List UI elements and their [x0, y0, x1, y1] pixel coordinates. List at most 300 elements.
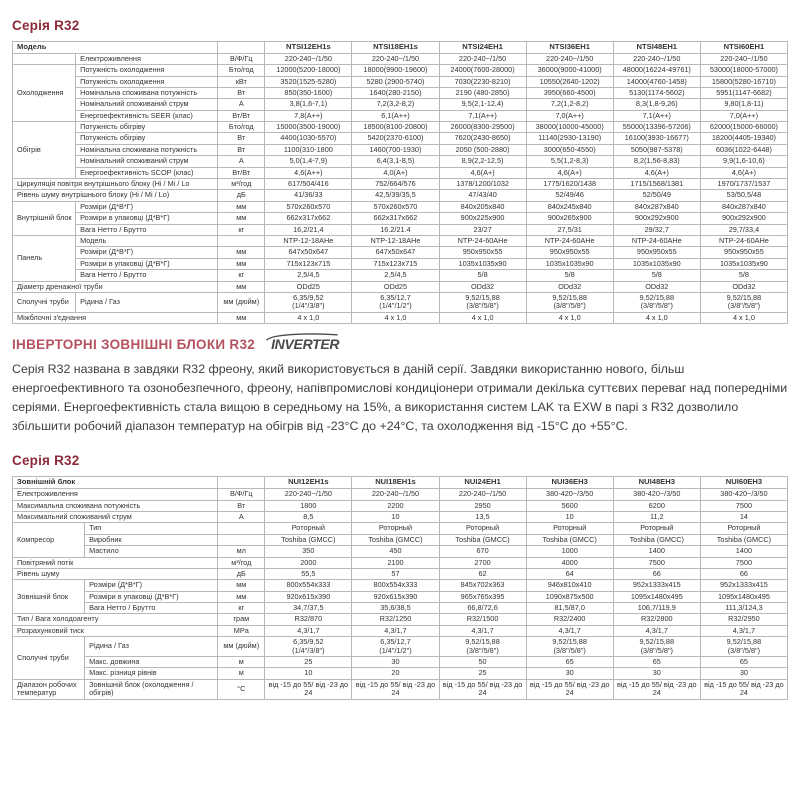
- table-cell: 7,0(A++): [526, 110, 613, 121]
- table-cell: 4 х 1,0: [526, 312, 613, 323]
- indoor-row-label-2: Потужність охолодження: [76, 65, 218, 76]
- table-row: [13, 657, 788, 668]
- table-cell: 9,52/15,88 (3/8"/5/8"): [526, 637, 613, 657]
- table-cell: 3000(650-4550): [526, 144, 613, 155]
- table-cell: 14: [700, 511, 787, 522]
- table-cell: 9,52/15,88 (3/8"/5/8"): [700, 292, 787, 312]
- indoor-row-unit-16: кг: [218, 224, 265, 235]
- table-cell: 15000(3500-19000): [265, 122, 352, 133]
- indoor-row-label-19: Розміри в упаковці (Д*В*Г): [76, 258, 218, 269]
- indoor-row-label-13: Рівень шуму внутрішнього блоку (Hi / Mi / Lo): [13, 190, 218, 201]
- table-cell: 570x260x570: [352, 201, 439, 212]
- bottom-table-wrapper: [0, 474, 800, 699]
- table-cell: 55000(13396-57206): [613, 122, 700, 133]
- table-cell: 2200: [352, 500, 439, 511]
- table-row: [13, 190, 788, 201]
- table-cell: 950x950x55: [700, 247, 787, 258]
- indoor-row-unit-9: Вт: [218, 144, 265, 155]
- table-cell: 900x265x900: [526, 213, 613, 224]
- table-row: [13, 523, 788, 534]
- table-row: [13, 213, 788, 224]
- table-cell: 1800: [265, 500, 352, 511]
- indoor-row-label-11: Енергоефективність SCOP (клас): [76, 167, 218, 178]
- indoor-row-unit-11: Вт/Вт: [218, 167, 265, 178]
- table-cell: 4,6(A++): [265, 167, 352, 178]
- table-cell: 4,0(A+): [352, 167, 439, 178]
- table-cell: 220-240~/1/50: [352, 489, 439, 500]
- table-cell: 7,2(1,2-8,2): [526, 99, 613, 110]
- table-cell: 24000(7600-28000): [439, 65, 526, 76]
- table-cell: Toshiba (GMCC): [352, 534, 439, 545]
- table-cell: 8,5: [265, 511, 352, 522]
- table-cell: 8,3(1,8-9,26): [613, 99, 700, 110]
- table-row: [13, 247, 788, 258]
- indoor-model-header-6: NTSI60EH1: [700, 42, 787, 54]
- table-cell: R32/1500: [439, 614, 526, 625]
- table-cell: 4,6(A+): [700, 167, 787, 178]
- table-row: [13, 668, 788, 679]
- table-cell: 4 х 1,0: [613, 312, 700, 323]
- table-cell: 2190 (480-2850): [439, 87, 526, 98]
- indoor-header-unit: [218, 42, 265, 54]
- outdoor-row-unit-10: мм: [218, 591, 265, 602]
- indoor-row-unit-10: А: [218, 156, 265, 167]
- outdoor-row-unit-15: м: [218, 657, 265, 668]
- outdoor-row-label-9: Розміри (Д*В*Г): [85, 580, 218, 591]
- table-row: [13, 87, 788, 98]
- table-cell: 9,52/15,88 (3/8"/5/8"): [439, 292, 526, 312]
- outdoor-model-header-2: NUI18EH1s: [352, 477, 439, 489]
- table-cell: Роторный: [439, 523, 526, 534]
- outdoor-row-label-2: Максимальна споживана потужність: [13, 500, 218, 511]
- indoor-header-row: [13, 42, 788, 54]
- table-cell: 380-420~/3/50: [613, 489, 700, 500]
- table-cell: 920x615x390: [265, 591, 352, 602]
- table-cell: від -15 до 55/ від -23 до 24: [526, 679, 613, 699]
- bottom-table-body: [13, 477, 788, 699]
- table-cell: ODd32: [613, 281, 700, 292]
- outdoor-row-label-6: Мастило: [85, 546, 218, 557]
- table-cell: ODd25: [265, 281, 352, 292]
- outdoor-row-label-3: Максимальний споживаний струм: [13, 511, 218, 522]
- indoor-row-label-17: Модель: [76, 235, 218, 246]
- outdoor-row-label-13: Розрахунковий тиск: [13, 625, 218, 636]
- table-cell: 220-240~/1/50: [439, 53, 526, 64]
- table-row: [13, 99, 788, 110]
- table-cell: 7,8(A++): [265, 110, 352, 121]
- indoor-row-group-17: Панель: [13, 235, 76, 281]
- table-row: [13, 679, 788, 699]
- table-cell: 16,2/21,4: [265, 224, 352, 235]
- table-cell: 62: [439, 568, 526, 579]
- table-row: [13, 546, 788, 557]
- table-cell: 946x810x410: [526, 580, 613, 591]
- outdoor-model-header-4: NUI36EH3: [526, 477, 613, 489]
- table-cell: 7,1(A++): [613, 110, 700, 121]
- table-cell: 965x765x395: [439, 591, 526, 602]
- table-cell: 10: [526, 511, 613, 522]
- top-series-title: Серія R32: [12, 18, 80, 33]
- table-cell: 41/36/33: [265, 190, 352, 201]
- table-cell: 12000(5200-18000): [265, 65, 352, 76]
- table-cell: 25: [439, 668, 526, 679]
- outdoor-row-label-14: Рідина / Газ: [85, 637, 218, 657]
- table-cell: Toshiba (GMCC): [439, 534, 526, 545]
- table-cell: 38000(10000-45000): [526, 122, 613, 133]
- table-cell: 5420(2370-6100): [352, 133, 439, 144]
- table-cell: 57: [352, 568, 439, 579]
- table-cell: 5050(987-5378): [613, 144, 700, 155]
- outdoor-row-unit-9: мм: [218, 580, 265, 591]
- table-cell: 66: [613, 568, 700, 579]
- table-row: [13, 235, 788, 246]
- table-cell: Toshiba (GMCC): [265, 534, 352, 545]
- table-cell: 1035x1035x90: [613, 258, 700, 269]
- table-cell: 647x50x647: [352, 247, 439, 258]
- table-cell: 715x123x715: [352, 258, 439, 269]
- table-cell: 752/664/576: [352, 179, 439, 190]
- indoor-model-header-5: NTSI48EH1: [613, 42, 700, 54]
- table-cell: R32/2950: [700, 614, 787, 625]
- table-cell: 29,7/33,4: [700, 224, 787, 235]
- table-cell: 1775/1620/1438: [526, 179, 613, 190]
- table-cell: 7030(2230-8210): [439, 76, 526, 87]
- table-cell: 5/8: [439, 270, 526, 281]
- table-cell: 50: [439, 657, 526, 668]
- table-cell: 7500: [700, 557, 787, 568]
- inverter-heading-row: [0, 324, 800, 356]
- table-cell: 111,3/124,3: [700, 603, 787, 614]
- table-cell: 2000: [265, 557, 352, 568]
- indoor-row-label-6: Енергоефективність SEER (клас): [76, 110, 218, 121]
- table-row: [13, 65, 788, 76]
- outdoor-row-unit-8: дБ: [218, 568, 265, 579]
- table-cell: 29/32,7: [613, 224, 700, 235]
- table-cell: 950x950x55: [613, 247, 700, 258]
- table-cell: 25: [265, 657, 352, 668]
- table-cell: 7500: [613, 557, 700, 568]
- table-cell: Роторный: [265, 523, 352, 534]
- table-cell: 11140(2930-13190): [526, 133, 613, 144]
- indoor-row-label-8: Потужність обігріву: [76, 133, 218, 144]
- table-cell: Toshiba (GMCC): [613, 534, 700, 545]
- table-cell: 2100: [352, 557, 439, 568]
- table-cell: від -15 до 55/ від -23 до 24: [439, 679, 526, 699]
- table-cell: 10: [265, 668, 352, 679]
- table-row: [13, 76, 788, 87]
- table-cell: 30: [352, 657, 439, 668]
- table-cell: 3,8(1,6-7,1): [265, 99, 352, 110]
- table-cell: 9,80(1,8-11): [700, 99, 787, 110]
- outdoor-model-header-6: NUI60EH3: [700, 477, 787, 489]
- indoor-row-label-4: Номінальна споживана потужність: [76, 87, 218, 98]
- inverter-logo-text: INVERTER: [271, 336, 340, 353]
- table-cell: 4,3/1,7: [265, 625, 352, 636]
- table-cell: 16100(3930-16677): [613, 133, 700, 144]
- table-cell: 34,7/37,5: [265, 603, 352, 614]
- table-cell: 55,5: [265, 568, 352, 579]
- table-cell: 18000(9900-19600): [352, 65, 439, 76]
- inverter-heading: ІНВЕРТОРНІ ЗОВНІШНІ БЛОКИ R32: [12, 336, 256, 352]
- table-cell: NTP-24-60AHe: [439, 235, 526, 246]
- indoor-row-label-23: Міжблочні з'єднання: [13, 312, 218, 323]
- table-cell: 220-240~/1/50: [700, 53, 787, 64]
- table-cell: 2700: [439, 557, 526, 568]
- indoor-row-unit-20: кг: [218, 270, 265, 281]
- table-cell: 5130(1174-5602): [613, 87, 700, 98]
- table-cell: 81,5/87,0: [526, 603, 613, 614]
- table-cell: 950x950x55: [526, 247, 613, 258]
- inverter-description: Серія R32 названа в завдяки R32 фреону, який використовується в даній серії. Завдяки використанню нового, більш енергоефективного та озонобезпечного, фреону, напівпромислові кондиціонери отримали декілька суттєвих переваг над попередніми серіями. Енергоефективність стала вищою в середньому на 15%, а використання систем LAK та EXW в парі з R32 дозволило збільшити робочий діапазон температур на обігрів від -23°C до +24°C, та охолодження від -15°C до +55°C.: [12, 362, 788, 433]
- table-cell: 3950(660-4500): [526, 87, 613, 98]
- table-cell: 845x702x363: [439, 580, 526, 591]
- table-cell: 220-240~/1/50: [265, 489, 352, 500]
- table-cell: NTP-12-18AHe: [265, 235, 352, 246]
- table-row: [13, 270, 788, 281]
- table-row: [13, 292, 788, 312]
- table-cell: 52/49/46: [526, 190, 613, 201]
- table-cell: 952x1333x415: [613, 580, 700, 591]
- table-row: [13, 110, 788, 121]
- table-row: [13, 580, 788, 591]
- table-cell: 5280 (2900-5740): [352, 76, 439, 87]
- indoor-model-header-4: NTSI36EH1: [526, 42, 613, 54]
- outdoor-header-unit: [218, 477, 265, 489]
- indoor-row-unit-14: мм: [218, 201, 265, 212]
- outdoor-model-header-3: NUI24EH1: [439, 477, 526, 489]
- table-cell: R32/1250: [352, 614, 439, 625]
- table-cell: від -15 до 55/ від -23 до 24: [352, 679, 439, 699]
- table-cell: від -15 до 55/ від -23 до 24: [265, 679, 352, 699]
- table-cell: 66,8/72,6: [439, 603, 526, 614]
- table-cell: 920x615x390: [352, 591, 439, 602]
- table-cell: 1090x875x500: [526, 591, 613, 602]
- indoor-row-unit-17: [218, 235, 265, 246]
- indoor-row-label-20: Вага Нетто / Брутто: [76, 270, 218, 281]
- outdoor-row-label-7: Повітряний потік: [13, 557, 218, 568]
- table-cell: 5,0(1,4-7,9): [265, 156, 352, 167]
- table-cell: 106,7/119,9: [613, 603, 700, 614]
- indoor-row-group-2: Охолодження: [13, 65, 76, 122]
- indoor-row-unit-3: кВт: [218, 76, 265, 87]
- table-cell: 950x950x55: [439, 247, 526, 258]
- indoor-row-group-1: [13, 53, 76, 64]
- table-cell: 10550(2640-1202): [526, 76, 613, 87]
- table-cell: 36000(9000-41000): [526, 65, 613, 76]
- table-cell: 7,1(A++): [439, 110, 526, 121]
- table-cell: 4 х 1,0: [700, 312, 787, 323]
- indoor-row-label-10: Номінальний споживаний струм: [76, 156, 218, 167]
- table-cell: 220-240~/1/50: [613, 53, 700, 64]
- table-cell: 3520(1525-5280): [265, 76, 352, 87]
- table-cell: 4,6(A+): [526, 167, 613, 178]
- table-cell: 1460(700-1930): [352, 144, 439, 155]
- outdoor-row-unit-13: MPa: [218, 625, 265, 636]
- outdoor-row-label-12: Тип / Вага холодоагенту: [13, 614, 218, 625]
- table-cell: 952x1333x415: [700, 580, 787, 591]
- table-cell: Роторный: [352, 523, 439, 534]
- table-cell: 26000(8300-29500): [439, 122, 526, 133]
- table-cell: 30: [613, 668, 700, 679]
- table-cell: 5,5(1,2-8,3): [526, 156, 613, 167]
- outdoor-header-label: Зовнішній блок: [13, 477, 218, 489]
- table-row: [13, 201, 788, 212]
- table-cell: 1970/1737/1537: [700, 179, 787, 190]
- table-cell: 2,5/4,5: [352, 270, 439, 281]
- table-cell: 9,5(2,1-12,4): [439, 99, 526, 110]
- indoor-row-label-3: Потужність охолодження: [76, 76, 218, 87]
- table-cell: 7,0(A++): [700, 110, 787, 121]
- table-cell: 380-420~/3/50: [700, 489, 787, 500]
- table-cell: 6,35/12,7 (1/4"/1/2"): [352, 292, 439, 312]
- table-cell: 840x287x840: [700, 201, 787, 212]
- table-cell: 4 х 1,0: [439, 312, 526, 323]
- indoor-unit-spec-table: [12, 41, 788, 324]
- table-row: [13, 179, 788, 190]
- table-cell: 6200: [613, 500, 700, 511]
- table-cell: 15800(5280-16710): [700, 76, 787, 87]
- indoor-row-label-15: Розміри в упаковці (Д*В*Г): [76, 213, 218, 224]
- table-cell: 840x205x840: [439, 201, 526, 212]
- table-cell: 450: [352, 546, 439, 557]
- indoor-header-label: Модель: [13, 42, 218, 54]
- table-cell: 4 х 1,0: [352, 312, 439, 323]
- table-cell: 47/43/40: [439, 190, 526, 201]
- table-cell: 53/50,5/48: [700, 190, 787, 201]
- table-cell: 4,3/1,7: [439, 625, 526, 636]
- indoor-row-unit-19: мм: [218, 258, 265, 269]
- indoor-row-unit-21: мм: [218, 281, 265, 292]
- table-cell: 1095x1480x495: [613, 591, 700, 602]
- outdoor-row-group-14: Сполучні труби: [13, 637, 85, 680]
- table-cell: 53000(18000-57000): [700, 65, 787, 76]
- table-cell: Роторный: [613, 523, 700, 534]
- indoor-row-label-1: Електроживлення: [76, 53, 218, 64]
- indoor-row-unit-1: В/Ф/Гц: [218, 53, 265, 64]
- table-cell: 220-240~/1/50: [265, 53, 352, 64]
- indoor-row-unit-7: Бто/год: [218, 122, 265, 133]
- table-row: [13, 258, 788, 269]
- table-cell: 220-240~/1/50: [352, 53, 439, 64]
- table-row: [13, 591, 788, 602]
- table-cell: 1000: [526, 546, 613, 557]
- table-row: [13, 625, 788, 636]
- indoor-row-unit-23: мм: [218, 312, 265, 323]
- indoor-row-unit-15: мм: [218, 213, 265, 224]
- outdoor-row-unit-17: °C: [218, 679, 265, 699]
- indoor-row-label-14: Розміри (Д*В*Г): [76, 201, 218, 212]
- outdoor-row-unit-5: [218, 534, 265, 545]
- indoor-row-group-14: Внутрішній блок: [13, 201, 76, 235]
- table-cell: 66: [700, 568, 787, 579]
- table-cell: 570x260x570: [265, 201, 352, 212]
- table-cell: 1035x1035x90: [439, 258, 526, 269]
- table-cell: 715x123x715: [265, 258, 352, 269]
- inverter-logo: [265, 336, 339, 352]
- outdoor-row-unit-14: мм (дюйм): [218, 637, 265, 657]
- table-cell: 1400: [613, 546, 700, 557]
- table-cell: від -15 до 55/ від -23 до 24: [613, 679, 700, 699]
- table-cell: 647x50x647: [265, 247, 352, 258]
- table-cell: ODd32: [700, 281, 787, 292]
- table-cell: 800x554x333: [352, 580, 439, 591]
- outdoor-row-unit-6: мл: [218, 546, 265, 557]
- table-row: [13, 156, 788, 167]
- table-row: [13, 637, 788, 657]
- table-row: [13, 133, 788, 144]
- table-cell: 64: [526, 568, 613, 579]
- table-cell: R32/2400: [526, 614, 613, 625]
- table-row: [13, 557, 788, 568]
- table-cell: 11,2: [613, 511, 700, 522]
- indoor-row-unit-18: мм: [218, 247, 265, 258]
- indoor-row-label-7: Потужність обігріву: [76, 122, 218, 133]
- indoor-model-header-2: NTSI18EH1s: [352, 42, 439, 54]
- outdoor-row-label-8: Рівень шуму: [13, 568, 218, 579]
- table-cell: 2950: [439, 500, 526, 511]
- indoor-row-label-22: Рідина / Газ: [76, 292, 218, 312]
- outdoor-row-unit-7: м³/год: [218, 557, 265, 568]
- table-row: [13, 122, 788, 133]
- indoor-row-label-9: Номінальна споживана потужність: [76, 144, 218, 155]
- table-row: [13, 281, 788, 292]
- table-cell: 2050 (500-2880): [439, 144, 526, 155]
- table-cell: 5/8: [526, 270, 613, 281]
- outdoor-model-header-5: NUI48EH3: [613, 477, 700, 489]
- table-cell: 6,35/9,52 (1/4"/3/8"): [265, 637, 352, 657]
- top-table-wrapper: [0, 39, 800, 324]
- outdoor-row-label-5: Виробник: [85, 534, 218, 545]
- table-cell: 52/50/49: [613, 190, 700, 201]
- table-cell: Роторный: [700, 523, 787, 534]
- table-cell: 840x287x840: [613, 201, 700, 212]
- indoor-row-unit-4: Вт: [218, 87, 265, 98]
- top-table-body: [13, 42, 788, 324]
- table-cell: 1715/1568/1381: [613, 179, 700, 190]
- table-row: [13, 489, 788, 500]
- table-cell: 4,3/1,7: [526, 625, 613, 636]
- outdoor-row-unit-3: А: [218, 511, 265, 522]
- table-cell: 1640(280-2150): [352, 87, 439, 98]
- table-cell: 6,35/12,7 (1/4"/1/2"): [352, 637, 439, 657]
- table-row: [13, 224, 788, 235]
- table-cell: Toshiba (GMCC): [700, 534, 787, 545]
- table-cell: 1400: [700, 546, 787, 557]
- table-cell: 7,2(3,2-8,2): [352, 99, 439, 110]
- table-cell: 9,9(1,6-10,6): [700, 156, 787, 167]
- table-cell: 2,5/4,5: [265, 270, 352, 281]
- outdoor-row-label-17: Зовнішній блок (охолодження / обігрів): [85, 679, 218, 699]
- table-cell: 9,52/15,88 (3/8"/5/8"): [700, 637, 787, 657]
- table-cell: 23/27: [439, 224, 526, 235]
- outdoor-model-header-1: NUI12EH1s: [265, 477, 352, 489]
- outdoor-row-unit-4: [218, 523, 265, 534]
- table-cell: 1035x1035x90: [526, 258, 613, 269]
- table-cell: 800x554x333: [265, 580, 352, 591]
- table-cell: 900x225x900: [439, 213, 526, 224]
- table-cell: 670: [439, 546, 526, 557]
- table-cell: 4,6(A+): [439, 167, 526, 178]
- table-row: [13, 511, 788, 522]
- outdoor-row-label-10: Розміри в упаковці (Д*В*Г): [85, 591, 218, 602]
- table-cell: 9,52/15,88 (3/8"/5/8"): [613, 637, 700, 657]
- table-cell: 900x292x900: [613, 213, 700, 224]
- table-cell: 42,5/39/35,5: [352, 190, 439, 201]
- table-cell: 18200(4405-19340): [700, 133, 787, 144]
- table-cell: 4,3/1,7: [700, 625, 787, 636]
- table-cell: 5600: [526, 500, 613, 511]
- table-cell: 4 х 1,0: [265, 312, 352, 323]
